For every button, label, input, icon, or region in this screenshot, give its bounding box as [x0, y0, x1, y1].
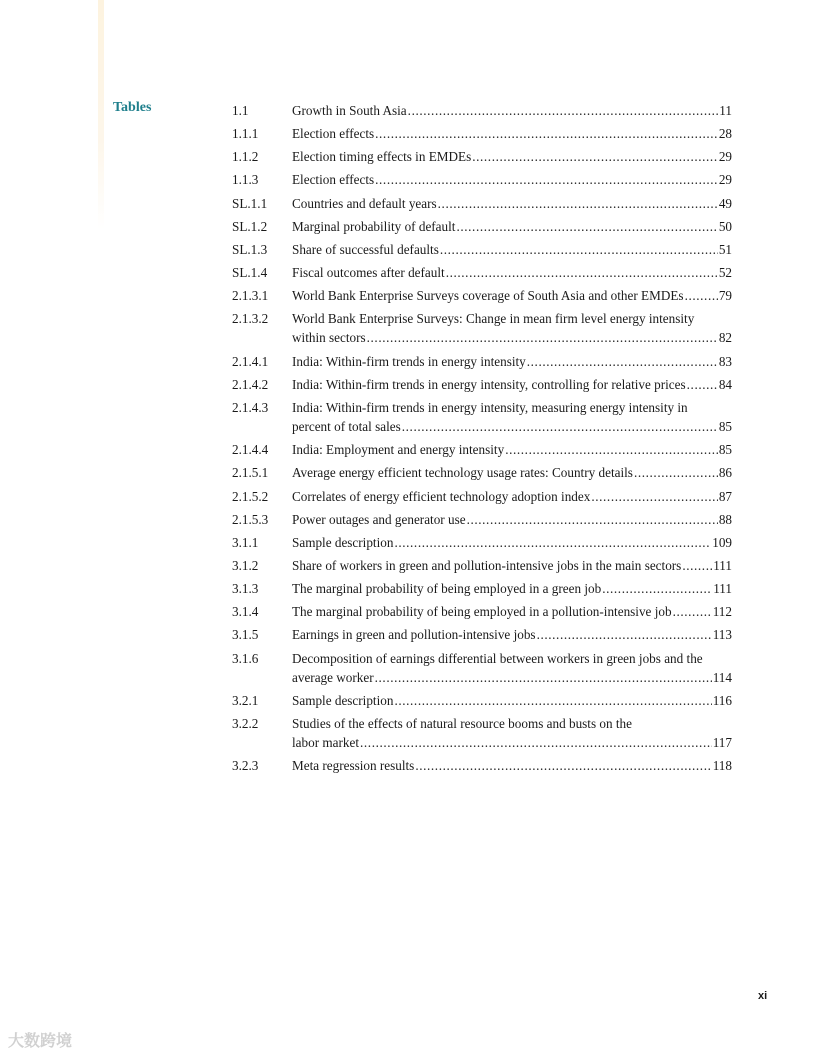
table-number: 2.1.5.2 [232, 488, 269, 504]
table-title: World Bank Enterprise Surveys coverage of South Asia and other EMDEs [292, 288, 684, 304]
table-number: 3.1.5 [232, 627, 259, 643]
dot-leader [446, 263, 718, 282]
page-ref: 84 [718, 376, 732, 392]
toc-entry[interactable] [232, 440, 732, 459]
dot-leader [394, 691, 711, 710]
toc-entry[interactable] [232, 263, 732, 282]
table-title: Average energy efficient technology usage rates: Country details [292, 465, 633, 481]
page-ref: 112 [712, 604, 732, 620]
page-ref: 28 [718, 126, 732, 142]
page-ref: 49 [718, 195, 732, 211]
table-number: 3.2.3 [232, 758, 259, 774]
dot-leader [408, 101, 719, 120]
page-ref: 111 [713, 557, 732, 573]
page-ref: 88 [718, 511, 732, 527]
page-ref: 52 [718, 264, 732, 280]
table-number: SL.1.2 [232, 218, 268, 234]
toc-entry[interactable] [232, 375, 732, 394]
table-title: Correlates of energy efficient technology adoption index [292, 488, 591, 504]
page-ref: 114 [712, 669, 732, 685]
toc-entry[interactable] [232, 398, 732, 436]
dot-leader [375, 668, 712, 687]
table-title-line: Decomposition of earnings differential between workers in green jobs and the [292, 650, 703, 666]
toc-entry[interactable] [232, 217, 732, 236]
table-number: SL.1.1 [232, 195, 268, 211]
page-ref: 109 [712, 534, 732, 550]
margin-accent-bar [98, 0, 104, 230]
table-number: 3.2.2 [232, 715, 259, 731]
table-title: labor market [292, 735, 360, 751]
toc-entry[interactable] [232, 194, 732, 213]
dot-leader [687, 375, 718, 394]
table-number: 2.1.5.3 [232, 511, 269, 527]
page-ref: 111 [713, 581, 732, 597]
table-title: Earnings in green and pollution-intensive jobs [292, 627, 536, 643]
dot-leader [440, 240, 718, 259]
toc-entry[interactable] [232, 533, 732, 552]
dot-leader [438, 194, 718, 213]
page-ref: 83 [718, 353, 732, 369]
table-number: 2.1.5.1 [232, 465, 269, 481]
table-title: India: Within-firm trends in energy intensity [292, 353, 526, 369]
table-title: Marginal probability of default [292, 218, 456, 234]
table-title: India: Within-firm trends in energy intensity, controlling for relative prices [292, 376, 686, 392]
table-title-line: Studies of the effects of natural resource booms and busts on the [292, 715, 632, 731]
dot-leader [591, 487, 717, 506]
toc-entry[interactable] [232, 170, 732, 189]
dot-leader [472, 147, 718, 166]
table-number: 1.1.3 [232, 172, 259, 188]
toc-entry[interactable] [232, 286, 732, 305]
table-title: Sample description [292, 692, 394, 708]
table-number: 3.1.3 [232, 581, 259, 597]
page-ref: 79 [718, 288, 732, 304]
table-title: within sectors [292, 330, 366, 346]
table-number: 3.1.1 [232, 534, 259, 550]
table-title-line: World Bank Enterprise Surveys: Change in mean firm level energy intensity [292, 311, 695, 327]
toc-entry[interactable] [232, 240, 732, 259]
table-title: Power outages and generator use [292, 511, 466, 527]
dot-leader [682, 556, 712, 575]
toc-entry[interactable] [232, 579, 732, 598]
table-title: Election effects [292, 172, 375, 188]
dot-leader [402, 417, 718, 436]
table-title: Share of workers in green and pollution-intensive jobs in the main sectors [292, 557, 682, 573]
table-title: The marginal probability of being employed in a green job [292, 581, 602, 597]
dot-leader [360, 733, 712, 752]
page-ref: 50 [718, 218, 732, 234]
table-number: 1.1 [232, 103, 249, 118]
page-number: xi [758, 990, 768, 1002]
dot-leader [602, 579, 712, 598]
toc-entry[interactable] [232, 510, 732, 529]
table-number: 2.1.4.4 [232, 442, 269, 458]
toc-entry[interactable] [232, 147, 732, 166]
table-number: SL.1.4 [232, 264, 268, 280]
page-ref: 116 [712, 692, 732, 708]
page-ref: 82 [718, 330, 732, 346]
dot-leader [505, 440, 718, 459]
table-number: 2.1.4.2 [232, 376, 269, 392]
dot-leader [394, 533, 711, 552]
dot-leader [634, 463, 718, 482]
dot-leader [527, 352, 718, 371]
page-ref: 113 [712, 627, 732, 643]
table-title: India: Employment and energy intensity [292, 442, 505, 458]
dot-leader [415, 756, 711, 775]
dot-leader [467, 510, 718, 529]
table-number: 3.1.6 [232, 650, 259, 666]
toc-entry[interactable] [232, 352, 732, 371]
table-title: Sample description [292, 534, 394, 550]
table-number: 3.2.1 [232, 692, 259, 708]
toc-entry[interactable] [232, 309, 732, 347]
page-ref: 29 [718, 172, 732, 188]
table-title: Election timing effects in EMDEs [292, 149, 472, 165]
dot-leader [375, 124, 718, 143]
table-title: The marginal probability of being employed in a pollution-intensive job [292, 604, 672, 620]
toc-entry[interactable] [232, 101, 732, 120]
table-number: 1.1.1 [232, 126, 259, 142]
toc-entry[interactable] [232, 124, 732, 143]
page-ref: 11 [719, 103, 732, 118]
tables-list [232, 101, 732, 779]
page-ref: 85 [718, 442, 732, 458]
page-ref: 118 [712, 758, 732, 774]
table-number: 3.1.4 [232, 604, 259, 620]
table-title: Countries and default years [292, 195, 437, 211]
dot-leader [456, 217, 717, 236]
page-ref: 117 [712, 735, 732, 751]
page-ref: 85 [718, 419, 732, 435]
toc-entry[interactable] [232, 625, 732, 644]
dot-leader [685, 286, 718, 305]
toc-entry[interactable] [232, 463, 732, 482]
table-number: 3.1.2 [232, 557, 259, 573]
toc-entry[interactable] [232, 756, 732, 775]
page-ref: 86 [718, 465, 732, 481]
toc-entry[interactable] [232, 714, 732, 752]
toc-entry[interactable] [232, 487, 732, 506]
table-number: 2.1.4.1 [232, 353, 269, 369]
table-number: 2.1.3.1 [232, 288, 269, 304]
table-title: average worker [292, 669, 374, 685]
toc-entry[interactable] [232, 691, 732, 710]
dot-leader [673, 602, 712, 621]
table-number: 1.1.2 [232, 149, 259, 165]
page-ref: 29 [718, 149, 732, 165]
page-ref: 87 [718, 488, 732, 504]
table-number: 2.1.3.2 [232, 311, 269, 327]
table-title: percent of total sales [292, 419, 401, 435]
table-number: SL.1.3 [232, 241, 268, 257]
table-title-line: India: Within-firm trends in energy intensity, measuring energy intensity in [292, 399, 688, 415]
table-title: Election effects [292, 126, 375, 142]
watermark-logo: 大数跨境 [8, 1031, 73, 1050]
table-title: Meta regression results [292, 758, 415, 774]
dot-leader [367, 328, 718, 347]
table-title: Fiscal outcomes after default [292, 264, 445, 280]
table-title: Share of successful defaults [292, 241, 439, 257]
section-label-tables: Tables [113, 100, 152, 115]
toc-entry[interactable] [232, 556, 732, 575]
table-number: 2.1.4.3 [232, 399, 269, 415]
dot-leader [537, 625, 712, 644]
toc-entry[interactable] [232, 602, 732, 621]
dot-leader [375, 170, 718, 189]
table-title: Growth in South Asia [292, 103, 407, 118]
toc-entry[interactable] [232, 649, 732, 687]
page-ref: 51 [718, 241, 732, 257]
